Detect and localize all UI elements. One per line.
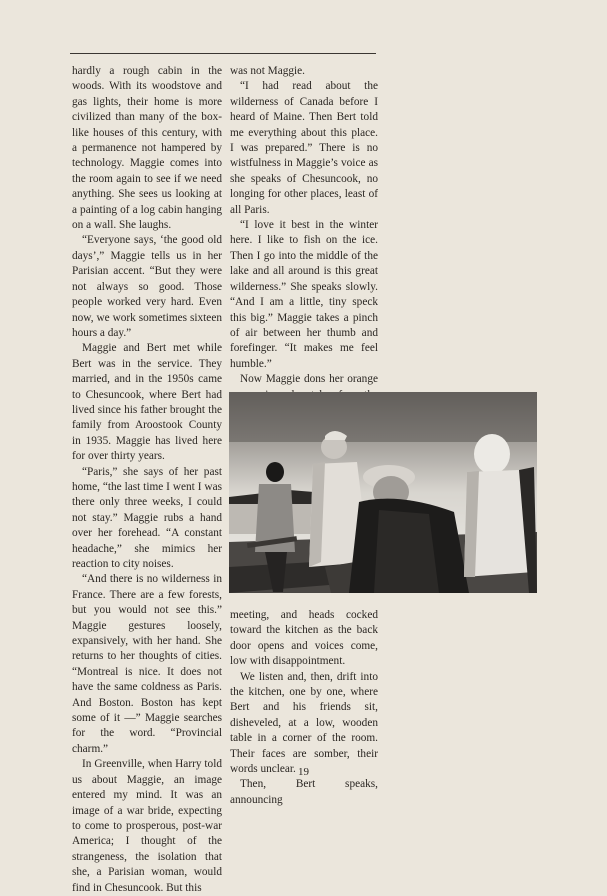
paragraph: “And there is no wilderness in France. There are a few forests, but you would not see this.” Maggie gestures loosely, expansively, with her hand. She returns to her thoughts of cities. “Montreal is nice. It does not have the same coldness as Paris. And Boston. Boston has kept some of it —” Maggie searches for the word. “Provincial charm.” [72, 573, 222, 755]
paragraph: “I love it best in the winter here. I like to fish on the ice. Then I go into the middle of the lake and all around is this great wilderness.” She speaks slowly. “And I am a little, tiny speck this big.” Maggie takes a pinch of air between her thumb and forefinger. “It makes me feel humble.” [230, 219, 378, 370]
paragraph: meeting, and heads cocked toward the kitchen as the back door opens and voices come, low with disappointment. [230, 609, 378, 668]
paragraph: We listen and, then, drift into the kitchen, one by one, where Bert and his friends sit, disheveled, at a low, wooden table in a corner of the room. Their faces are somber, their words unclear. [230, 670, 378, 776]
paragraph: Then, Bert speaks, announcing [230, 778, 378, 806]
top-rule [70, 53, 376, 54]
photograph-hunters-at-lakeshore [229, 392, 537, 593]
page-number: 19 [298, 766, 309, 778]
paragraph: Now Maggie dons her orange [240, 373, 378, 386]
paragraph: In Greenville, when Harry told us about Maggie, an image entered my mind. It was an image of a war bride, expecting to come to prosperous, post-war America; I thought of the strangeness, the isolation that she, a Parisian woman, would find in Chesuncook. But this [72, 758, 222, 894]
paragraph: “I had read about the wilderness of Canada before I heard of Maine. Then Bert told me everything about this place. I was prepared.” There is no wistfulness in Maggie’s voice as she speaks of Chesuncook, no longing for other places, least of all Paris. [230, 80, 378, 216]
paragraph: “Everyone says, ‘the good old days’,” Maggie tells us in her Parisian accent. “But they were not always so good. Those people worked very hard. Even now, we work sometimes sixteen hours a day.” [72, 234, 222, 339]
paragraph: hardly a rough cabin in the woods. With its woodstove and gas lights, their home is more civilized than many of the box-like houses of this century, with a permanence not hampered by technology. Maggie comes into the room again to see if we need anything. She sees us looking at a painting of a log cabin hanging on a wall. She laughs. [72, 65, 222, 232]
paragraph: was not Maggie. [230, 65, 305, 77]
right-text-column-bottom [230, 608, 378, 808]
paragraph: Maggie and Bert met while Bert was in the service. They married, and in the 1950s came to Chesuncook, where Bert had lived since his father brought the family from Aroostook County in 1935. Maggie has lived here for over thirty years. [72, 342, 222, 463]
paragraph: “Paris,” she says of her past home, “the last time I went I was there only three weeks, I could not stay.” Maggie rubs a hand over her forehead. “A constant headache,” she mimics her reaction to city noises. [72, 465, 222, 570]
